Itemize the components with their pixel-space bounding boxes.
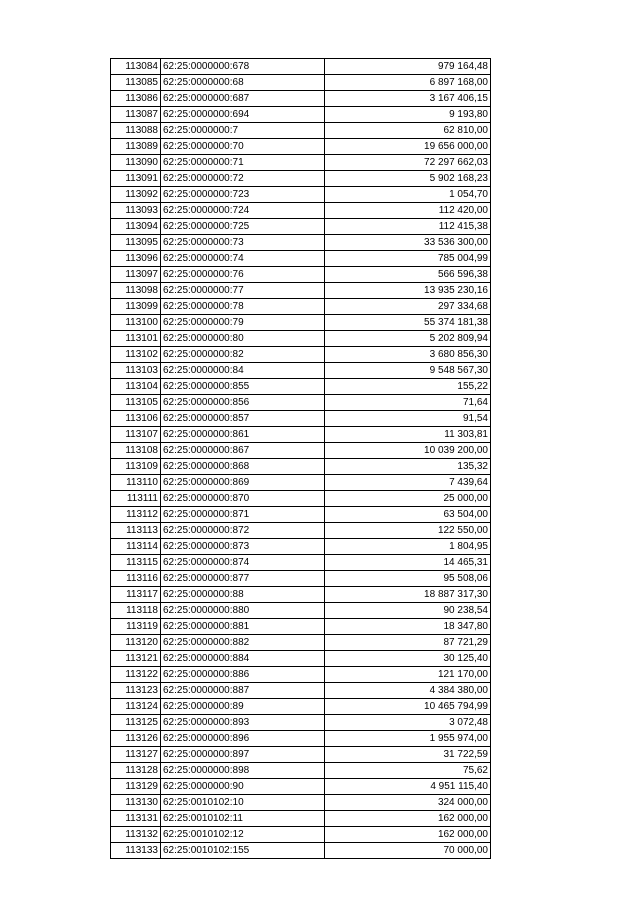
table-row xyxy=(111,203,491,219)
table-row xyxy=(111,187,491,203)
value-cell: 7 439,64 xyxy=(325,475,491,491)
cadastral-number-cell: 62:25:0010102:11 xyxy=(161,811,325,827)
cadastral-number-cell: 62:25:0000000:723 xyxy=(161,187,325,203)
value-cell: 55 374 181,38 xyxy=(325,315,491,331)
row-number-cell: 113114 xyxy=(111,539,161,555)
table-row xyxy=(111,475,491,491)
cadastral-number-cell: 62:25:0000000:71 xyxy=(161,155,325,171)
row-number-cell: 113101 xyxy=(111,331,161,347)
table-body xyxy=(111,59,491,859)
table-row xyxy=(111,843,491,859)
document-page xyxy=(110,58,490,859)
table-row xyxy=(111,331,491,347)
row-number-cell: 113129 xyxy=(111,779,161,795)
table-row xyxy=(111,587,491,603)
table-row xyxy=(111,251,491,267)
table-row xyxy=(111,795,491,811)
table-row xyxy=(111,539,491,555)
table-row xyxy=(111,315,491,331)
value-cell: 5 202 809,94 xyxy=(325,331,491,347)
row-number-cell: 113125 xyxy=(111,715,161,731)
cadastral-number-cell: 62:25:0000000:868 xyxy=(161,459,325,475)
value-cell: 979 164,48 xyxy=(325,59,491,75)
row-number-cell: 113131 xyxy=(111,811,161,827)
value-cell: 1 955 974,00 xyxy=(325,731,491,747)
table-row xyxy=(111,683,491,699)
row-number-cell: 113130 xyxy=(111,795,161,811)
row-number-cell: 113098 xyxy=(111,283,161,299)
table-row xyxy=(111,459,491,475)
cadastral-number-cell: 62:25:0000000:871 xyxy=(161,507,325,523)
cadastral-number-cell: 62:25:0000000:78 xyxy=(161,299,325,315)
table-row xyxy=(111,779,491,795)
row-number-cell: 113118 xyxy=(111,603,161,619)
table-row xyxy=(111,715,491,731)
row-number-cell: 113108 xyxy=(111,443,161,459)
cadastral-number-cell: 62:25:0000000:880 xyxy=(161,603,325,619)
row-number-cell: 113087 xyxy=(111,107,161,123)
value-cell: 1 804,95 xyxy=(325,539,491,555)
cadastral-number-cell: 62:25:0000000:68 xyxy=(161,75,325,91)
table-row xyxy=(111,123,491,139)
cadastral-number-cell: 62:25:0000000:874 xyxy=(161,555,325,571)
cadastral-number-cell: 62:25:0000000:80 xyxy=(161,331,325,347)
table-row xyxy=(111,667,491,683)
value-cell: 5 902 168,23 xyxy=(325,171,491,187)
cadastral-number-cell: 62:25:0000000:855 xyxy=(161,379,325,395)
table-row xyxy=(111,763,491,779)
value-cell: 30 125,40 xyxy=(325,651,491,667)
value-cell: 135,32 xyxy=(325,459,491,475)
table-row xyxy=(111,651,491,667)
cadastral-number-cell: 62:25:0000000:887 xyxy=(161,683,325,699)
row-number-cell: 113091 xyxy=(111,171,161,187)
table-row xyxy=(111,363,491,379)
table-row xyxy=(111,523,491,539)
value-cell: 3 072,48 xyxy=(325,715,491,731)
cadastral-number-cell: 62:25:0000000:897 xyxy=(161,747,325,763)
cadastral-number-cell: 62:25:0000000:678 xyxy=(161,59,325,75)
value-cell: 112 415,38 xyxy=(325,219,491,235)
row-number-cell: 113110 xyxy=(111,475,161,491)
row-number-cell: 113100 xyxy=(111,315,161,331)
row-number-cell: 113090 xyxy=(111,155,161,171)
row-number-cell: 113119 xyxy=(111,619,161,635)
cadastral-number-cell: 62:25:0000000:898 xyxy=(161,763,325,779)
table-row xyxy=(111,491,491,507)
table-row xyxy=(111,747,491,763)
value-cell: 785 004,99 xyxy=(325,251,491,267)
row-number-cell: 113103 xyxy=(111,363,161,379)
value-cell: 6 897 168,00 xyxy=(325,75,491,91)
row-number-cell: 113085 xyxy=(111,75,161,91)
table-row xyxy=(111,107,491,123)
cadastral-number-cell: 62:25:0000000:867 xyxy=(161,443,325,459)
cadastral-number-cell: 62:25:0000000:857 xyxy=(161,411,325,427)
cadastral-number-cell: 62:25:0000000:725 xyxy=(161,219,325,235)
table-row xyxy=(111,827,491,843)
value-cell: 4 384 380,00 xyxy=(325,683,491,699)
cadastral-number-cell: 62:25:0000000:861 xyxy=(161,427,325,443)
row-number-cell: 113115 xyxy=(111,555,161,571)
cadastral-number-cell: 62:25:0000000:70 xyxy=(161,139,325,155)
row-number-cell: 113107 xyxy=(111,427,161,443)
table-row xyxy=(111,555,491,571)
row-number-cell: 113095 xyxy=(111,235,161,251)
value-cell: 19 656 000,00 xyxy=(325,139,491,155)
table-row xyxy=(111,731,491,747)
cadastral-number-cell: 62:25:0010102:12 xyxy=(161,827,325,843)
value-cell: 18 347,80 xyxy=(325,619,491,635)
cadastral-number-cell: 62:25:0000000:870 xyxy=(161,491,325,507)
value-cell: 70 000,00 xyxy=(325,843,491,859)
table-row xyxy=(111,427,491,443)
table-row xyxy=(111,75,491,91)
value-cell: 31 722,59 xyxy=(325,747,491,763)
table-row xyxy=(111,139,491,155)
cadastral-number-cell: 62:25:0000000:873 xyxy=(161,539,325,555)
row-number-cell: 113121 xyxy=(111,651,161,667)
row-number-cell: 113092 xyxy=(111,187,161,203)
value-cell: 3 167 406,15 xyxy=(325,91,491,107)
value-cell: 324 000,00 xyxy=(325,795,491,811)
table-row xyxy=(111,635,491,651)
cadastral-number-cell: 62:25:0000000:76 xyxy=(161,267,325,283)
value-cell: 62 810,00 xyxy=(325,123,491,139)
row-number-cell: 113123 xyxy=(111,683,161,699)
value-cell: 63 504,00 xyxy=(325,507,491,523)
row-number-cell: 113128 xyxy=(111,763,161,779)
table-row xyxy=(111,155,491,171)
value-cell: 122 550,00 xyxy=(325,523,491,539)
cadastral-number-cell: 62:25:0000000:7 xyxy=(161,123,325,139)
row-number-cell: 113127 xyxy=(111,747,161,763)
value-cell: 95 508,06 xyxy=(325,571,491,587)
cadastral-number-cell: 62:25:0000000:877 xyxy=(161,571,325,587)
value-cell: 3 680 856,30 xyxy=(325,347,491,363)
table-row xyxy=(111,283,491,299)
row-number-cell: 113088 xyxy=(111,123,161,139)
value-cell: 566 596,38 xyxy=(325,267,491,283)
row-number-cell: 113099 xyxy=(111,299,161,315)
table-row xyxy=(111,395,491,411)
table-row xyxy=(111,443,491,459)
table-row xyxy=(111,171,491,187)
cadastral-value-table xyxy=(110,58,491,859)
row-number-cell: 113106 xyxy=(111,411,161,427)
cadastral-number-cell: 62:25:0000000:724 xyxy=(161,203,325,219)
row-number-cell: 113133 xyxy=(111,843,161,859)
table-row xyxy=(111,235,491,251)
value-cell: 121 170,00 xyxy=(325,667,491,683)
table-row xyxy=(111,619,491,635)
value-cell: 11 303,81 xyxy=(325,427,491,443)
value-cell: 162 000,00 xyxy=(325,811,491,827)
cadastral-number-cell: 62:25:0000000:84 xyxy=(161,363,325,379)
table-row xyxy=(111,299,491,315)
table-row xyxy=(111,699,491,715)
cadastral-number-cell: 62:25:0000000:694 xyxy=(161,107,325,123)
value-cell: 10 039 200,00 xyxy=(325,443,491,459)
row-number-cell: 113096 xyxy=(111,251,161,267)
cadastral-number-cell: 62:25:0010102:10 xyxy=(161,795,325,811)
value-cell: 72 297 662,03 xyxy=(325,155,491,171)
cadastral-number-cell: 62:25:0000000:687 xyxy=(161,91,325,107)
value-cell: 87 721,29 xyxy=(325,635,491,651)
cadastral-number-cell: 62:25:0000000:881 xyxy=(161,619,325,635)
cadastral-number-cell: 62:25:0000000:72 xyxy=(161,171,325,187)
value-cell: 9 193,80 xyxy=(325,107,491,123)
row-number-cell: 113104 xyxy=(111,379,161,395)
cadastral-number-cell: 62:25:0000000:79 xyxy=(161,315,325,331)
table-row xyxy=(111,91,491,107)
table-row xyxy=(111,59,491,75)
value-cell: 1 054,70 xyxy=(325,187,491,203)
cadastral-number-cell: 62:25:0000000:872 xyxy=(161,523,325,539)
row-number-cell: 113105 xyxy=(111,395,161,411)
table-row xyxy=(111,811,491,827)
row-number-cell: 113094 xyxy=(111,219,161,235)
row-number-cell: 113111 xyxy=(111,491,161,507)
row-number-cell: 113097 xyxy=(111,267,161,283)
value-cell: 90 238,54 xyxy=(325,603,491,619)
row-number-cell: 113124 xyxy=(111,699,161,715)
cadastral-number-cell: 62:25:0000000:896 xyxy=(161,731,325,747)
table-row xyxy=(111,571,491,587)
row-number-cell: 113086 xyxy=(111,91,161,107)
value-cell: 297 334,68 xyxy=(325,299,491,315)
table-row xyxy=(111,347,491,363)
value-cell: 91,54 xyxy=(325,411,491,427)
value-cell: 25 000,00 xyxy=(325,491,491,507)
table-row xyxy=(111,219,491,235)
cadastral-number-cell: 62:25:0000000:893 xyxy=(161,715,325,731)
value-cell: 14 465,31 xyxy=(325,555,491,571)
cadastral-number-cell: 62:25:0000000:82 xyxy=(161,347,325,363)
value-cell: 33 536 300,00 xyxy=(325,235,491,251)
row-number-cell: 113126 xyxy=(111,731,161,747)
cadastral-number-cell: 62:25:0000000:74 xyxy=(161,251,325,267)
row-number-cell: 113113 xyxy=(111,523,161,539)
cadastral-number-cell: 62:25:0000000:77 xyxy=(161,283,325,299)
cadastral-number-cell: 62:25:0000000:89 xyxy=(161,699,325,715)
value-cell: 10 465 794,99 xyxy=(325,699,491,715)
cadastral-number-cell: 62:25:0000000:884 xyxy=(161,651,325,667)
value-cell: 112 420,00 xyxy=(325,203,491,219)
cadastral-number-cell: 62:25:0000000:869 xyxy=(161,475,325,491)
row-number-cell: 113120 xyxy=(111,635,161,651)
table-row xyxy=(111,507,491,523)
table-row xyxy=(111,603,491,619)
row-number-cell: 113132 xyxy=(111,827,161,843)
cadastral-number-cell: 62:25:0000000:856 xyxy=(161,395,325,411)
cadastral-number-cell: 62:25:0010102:155 xyxy=(161,843,325,859)
value-cell: 13 935 230,16 xyxy=(325,283,491,299)
row-number-cell: 113084 xyxy=(111,59,161,75)
row-number-cell: 113109 xyxy=(111,459,161,475)
value-cell: 4 951 115,40 xyxy=(325,779,491,795)
row-number-cell: 113112 xyxy=(111,507,161,523)
value-cell: 155,22 xyxy=(325,379,491,395)
cadastral-number-cell: 62:25:0000000:882 xyxy=(161,635,325,651)
cadastral-number-cell: 62:25:0000000:88 xyxy=(161,587,325,603)
table-row xyxy=(111,411,491,427)
row-number-cell: 113089 xyxy=(111,139,161,155)
value-cell: 9 548 567,30 xyxy=(325,363,491,379)
table-row xyxy=(111,379,491,395)
row-number-cell: 113117 xyxy=(111,587,161,603)
value-cell: 18 887 317,30 xyxy=(325,587,491,603)
cadastral-number-cell: 62:25:0000000:886 xyxy=(161,667,325,683)
value-cell: 75,62 xyxy=(325,763,491,779)
cadastral-number-cell: 62:25:0000000:90 xyxy=(161,779,325,795)
value-cell: 71,64 xyxy=(325,395,491,411)
table-row xyxy=(111,267,491,283)
row-number-cell: 113102 xyxy=(111,347,161,363)
row-number-cell: 113093 xyxy=(111,203,161,219)
value-cell: 162 000,00 xyxy=(325,827,491,843)
cadastral-number-cell: 62:25:0000000:73 xyxy=(161,235,325,251)
row-number-cell: 113122 xyxy=(111,667,161,683)
row-number-cell: 113116 xyxy=(111,571,161,587)
